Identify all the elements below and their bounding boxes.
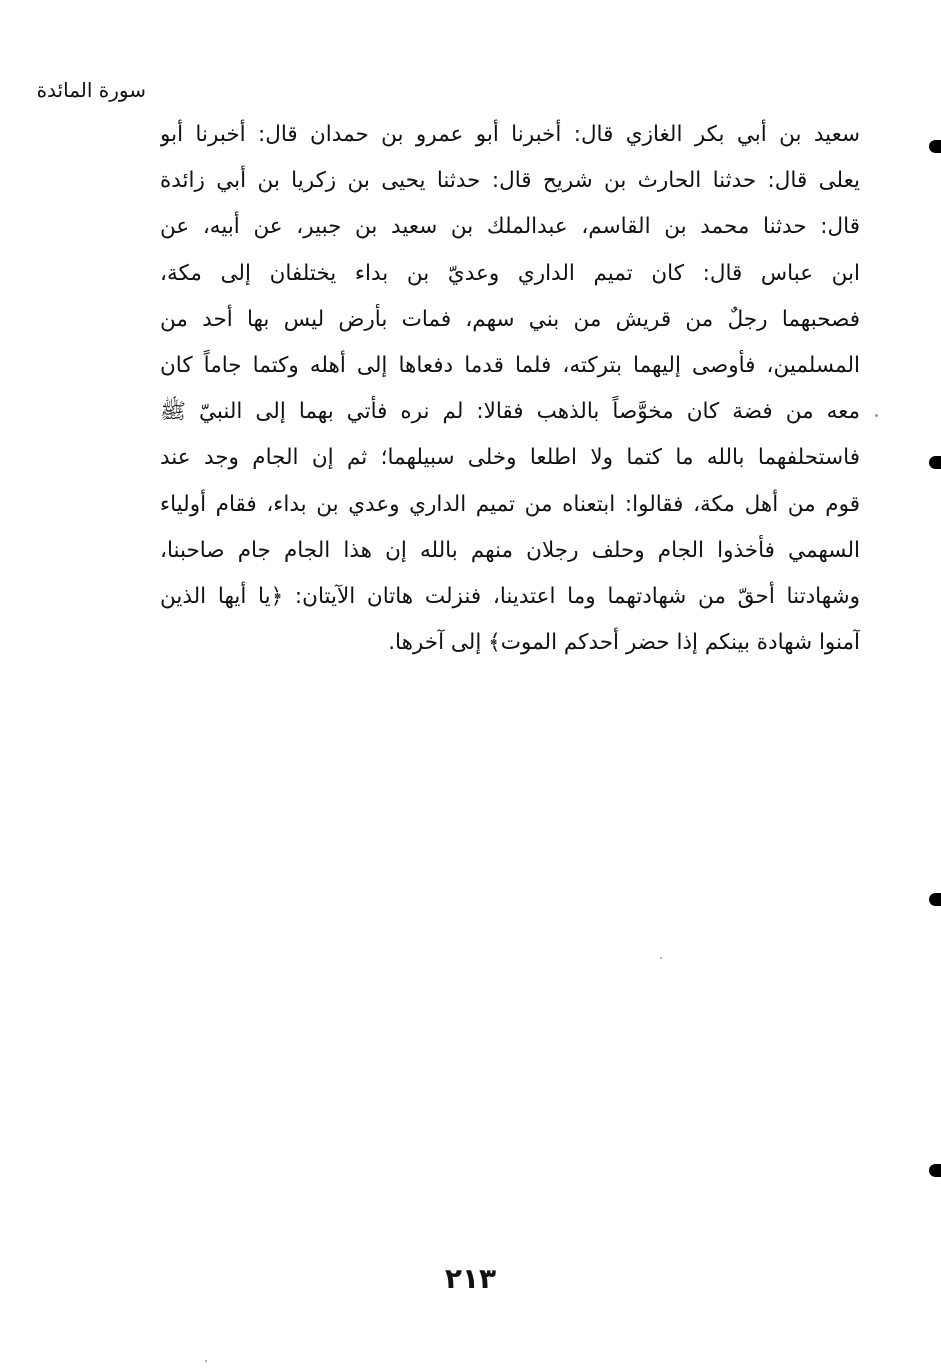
text-line: المسلمين، فأوصى إليهما بتركته، فلما قدما دفعاها إلى أهله وكتما جاماً كان — [160, 352, 860, 378]
binding-edge-mark — [929, 456, 941, 469]
text-line: فاستحلفهما بالله ما كتما ولا اطلعا وخلى سبيلهما؛ ثم إن الجام وجد عند — [160, 445, 860, 471]
surah-title: سورة المائدة — [36, 78, 146, 102]
text-line: معه من فضة كان مخوَّصاً بالذهب فقالا: لم نره فأتي بهما إلى النبيّ ﷺ — [160, 399, 860, 425]
text-line: سعيد بن أبي بكر الغازي قال: أخبرنا أبو عمرو بن حمدان قال: أخبرنا أبو — [160, 122, 860, 147]
text-line: وشهادتنا أحقّ من شهادتهما وما اعتدينا، فنزلت هاتان الآيتان: ﴿يا أيها الذين — [160, 583, 860, 609]
scan-speck — [205, 1360, 207, 1362]
text-line: آمنوا شهادة بينكم إذا حضر أحدكم الموت﴾ إلى آخرها. — [388, 630, 860, 656]
scan-speck — [660, 957, 662, 959]
text-line: قوم من أهل مكة، فقالوا: ابتعناه من تميم الداري وعدي بن بداء، فقام أولياء — [160, 491, 860, 517]
body-text — [160, 112, 860, 666]
binding-edge-mark — [929, 893, 941, 906]
page-number: ٢١٣ — [444, 1262, 497, 1295]
text-line: السهمي فأخذوا الجام وحلف رجلان منهم بالله إن هذا الجام جام صاحبنا، — [160, 537, 860, 563]
text-line: فصحبهما رجلٌ من قريش من بني سهم، فمات بأرض ليس بها أحد من — [160, 306, 860, 332]
scan-speck — [875, 414, 878, 417]
binding-edge-mark — [929, 140, 941, 153]
binding-edge-mark — [929, 1164, 941, 1177]
text-line: يعلى قال: حدثنا الحارث بن شريح قال: حدثنا يحيى بن زكريا بن أبي زائدة — [160, 168, 860, 194]
text-line: قال: حدثنا محمد بن القاسم، عبدالملك بن سعيد بن جبير، عن أبيه، عن — [160, 214, 860, 240]
text-line: ابن عباس قال: كان تميم الداري وعديّ بن بداء يختلفان إلى مكة، — [160, 260, 860, 286]
